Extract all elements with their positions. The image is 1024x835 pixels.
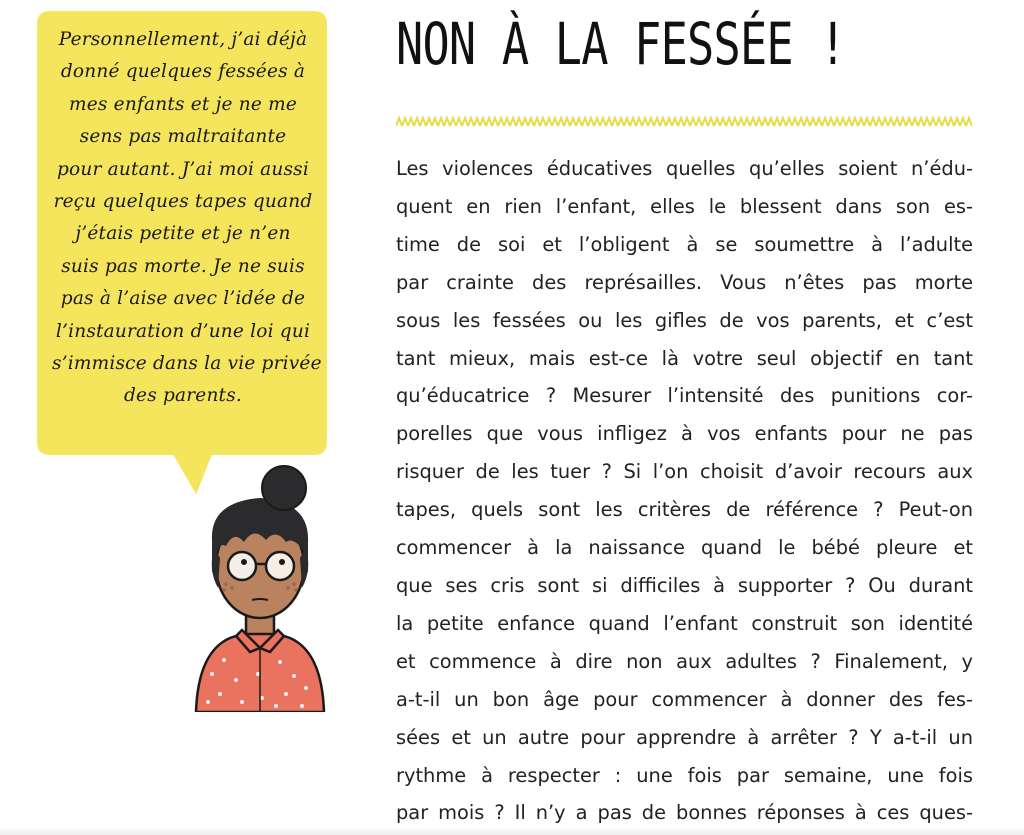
bubble-line: donné quelques fessées à (60, 61, 306, 83)
body-line: time de soi et l’obligent à se soumettre à l’adulte (396, 232, 973, 256)
speech-bubble (36, 10, 328, 510)
bubble-line: j’étais petite et je n’en (75, 223, 291, 245)
bubble-line: pour autant. J’ai moi aussi (57, 158, 309, 180)
body-line: par crainte des représailles. Vous n’êtes pas morte (396, 270, 973, 294)
page-title: NON À LA FESSÉE ! (396, 10, 846, 78)
body-line: sées et un autre pour apprendre à arrêter ? Y a-t-il un (396, 725, 973, 749)
body-line: rythme à respecter : une fois par semaine, une fois (396, 763, 973, 787)
mother-illustration (190, 462, 330, 712)
bubble-line: pas à l’aise avec l’idée de (60, 288, 306, 310)
body-line: tant mieux, mais est-ce là votre seul objectif en tant (396, 346, 973, 370)
body-line: quent en rien l’enfant, elles le blessent dans son es- (396, 194, 973, 218)
body-line: la petite enfance quand l’enfant construit son identité (396, 611, 973, 635)
bubble-line: suis pas morte. Je ne suis (61, 255, 305, 277)
body-paragraph (396, 150, 973, 832)
bubble-line: s’immisce dans la vie privée (52, 353, 322, 375)
bubble-line: mes enfants et je ne me (69, 93, 297, 115)
bubble-line: des parents. (124, 385, 242, 407)
body-line: Les violences éducatives quelles qu’elles soient n’édu- (396, 157, 973, 180)
body-line: porelles que vous infligez à vos enfants pour ne pas (396, 422, 973, 446)
bubble-line: sens pas maltraitante (79, 126, 287, 148)
zigzag-divider (396, 115, 972, 129)
page-bottom-edge (0, 827, 1024, 835)
bubble-line: l’instauration d’une loi qui (55, 320, 311, 342)
bubble-line: Personnellement, j’ai déjà (58, 29, 308, 50)
speech-bubble-text (52, 24, 322, 413)
body-line: commencer à la naissance quand le bébé pleure et (396, 536, 973, 560)
body-line: risquer de les tuer ? Si l’on choisit d’avoir recours aux (396, 460, 973, 484)
body-line: par mois ? Il n’y a pas de bonnes réponses à ces ques- (396, 801, 973, 825)
body-line: tapes, quels sont les critères de référence ? Peut-on (396, 498, 973, 522)
body-line: et commence à dire non aux adultes ? Finalement, y (396, 649, 973, 673)
body-line: sous les fessées ou les gifles de vos parents, et c’est (396, 308, 973, 332)
body-line: a-t-il un bon âge pour commencer à donner des fes- (396, 687, 973, 711)
bubble-line: reçu quelques tapes quand (53, 191, 313, 213)
body-line: qu’éducatrice ? Mesurer l’intensité des punitions cor- (396, 384, 973, 408)
body-line: que ses cris sont si difficiles à supporter ? Ou durant (396, 573, 973, 597)
